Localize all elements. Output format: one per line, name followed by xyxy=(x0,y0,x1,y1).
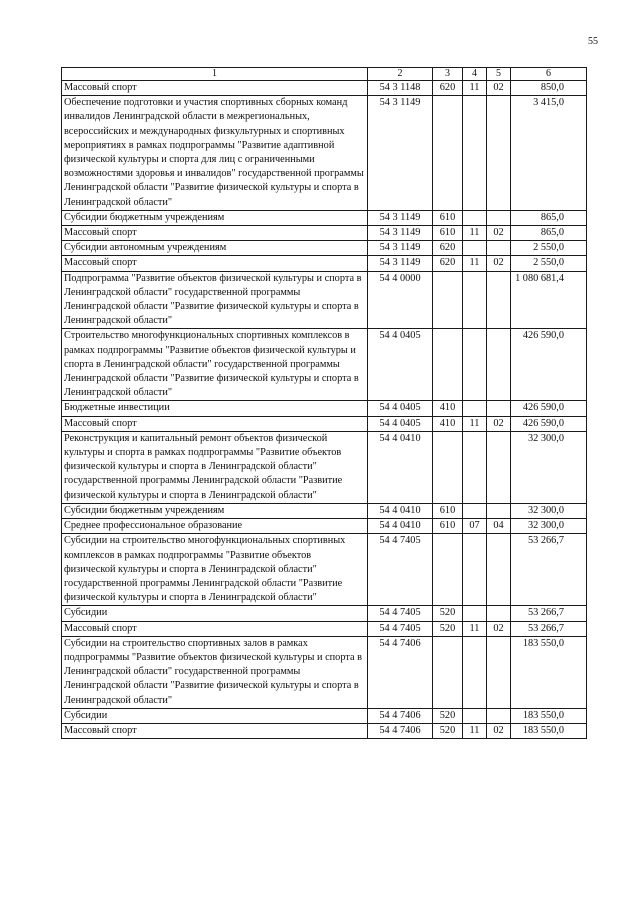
row-amount: 865,0 xyxy=(511,210,587,225)
row-subsection: 02 xyxy=(487,723,511,738)
row-target-code: 54 4 7406 xyxy=(368,636,433,708)
row-amount: 426 590,0 xyxy=(511,329,587,401)
row-section xyxy=(463,431,487,503)
row-subsection xyxy=(487,708,511,723)
row-target-code: 54 4 7406 xyxy=(368,708,433,723)
row-target-code: 54 4 7405 xyxy=(368,534,433,606)
row-expense-type: 410 xyxy=(433,416,463,431)
row-expense-type: 620 xyxy=(433,81,463,96)
row-subsection xyxy=(487,241,511,256)
row-name: Подпрограмма "Развитие объектов физической культуры и спорта в Ленинградской области" государственной программы Ленинградской области "Развитие физической культуры и спорта в Ленинградской области" xyxy=(62,271,368,329)
table-row xyxy=(62,431,587,503)
column-header: 6 xyxy=(511,68,587,81)
row-subsection xyxy=(487,503,511,518)
row-target-code: 54 4 0410 xyxy=(368,519,433,534)
row-name: Массовый спорт xyxy=(62,226,368,241)
table-row xyxy=(62,636,587,708)
row-amount: 850,0 xyxy=(511,81,587,96)
page-number: 55 xyxy=(588,36,598,47)
row-section xyxy=(463,534,487,606)
row-name: Обеспечение подготовки и участия спортивных сборных команд инвалидов Ленинградской области в межрегиональных, всероссийских и международных физкультурных и спортивных мероприятиях в рамках подпрограммы "Развитие адаптивной физической культуры и спорта для лиц с ограниченными возможностями здоровья и инвалидов" государственной программы Ленинградской области "Развитие физической культуры и спорта в Ленинградской области" xyxy=(62,96,368,211)
row-amount: 183 550,0 xyxy=(511,723,587,738)
row-subsection xyxy=(487,401,511,416)
row-section: 07 xyxy=(463,519,487,534)
table-row xyxy=(62,329,587,401)
row-subsection xyxy=(487,96,511,211)
table-row xyxy=(62,534,587,606)
table-row xyxy=(62,416,587,431)
table-row xyxy=(62,241,587,256)
row-amount: 426 590,0 xyxy=(511,416,587,431)
row-subsection: 02 xyxy=(487,621,511,636)
row-name: Реконструкция и капитальный ремонт объектов физической культуры и спорта в рамках подпрограммы "Развитие объектов физической культуры и спорта в Ленинградской области" государственной программы Ленинградской области "Развитие физической культуры и спорта в Ленинградской области" xyxy=(62,431,368,503)
row-amount: 183 550,0 xyxy=(511,636,587,708)
row-section xyxy=(463,636,487,708)
row-target-code: 54 4 0410 xyxy=(368,431,433,503)
row-section xyxy=(463,210,487,225)
row-name: Субсидии на строительство спортивных залов в рамках подпрограммы "Развитие объектов физической культуры и спорта в Ленинградской области" государственной программы Ленинградской области "Развитие физической культуры и спорта в Ленинградской области" xyxy=(62,636,368,708)
row-amount: 183 550,0 xyxy=(511,708,587,723)
table-row xyxy=(62,723,587,738)
budget-table xyxy=(61,67,587,739)
row-name: Среднее профессиональное образование xyxy=(62,519,368,534)
table-row xyxy=(62,256,587,271)
row-section: 11 xyxy=(463,416,487,431)
row-expense-type: 610 xyxy=(433,519,463,534)
row-amount: 865,0 xyxy=(511,226,587,241)
table-row xyxy=(62,606,587,621)
column-header: 4 xyxy=(463,68,487,81)
row-expense-type xyxy=(433,96,463,211)
row-expense-type: 620 xyxy=(433,241,463,256)
table-row xyxy=(62,271,587,329)
row-target-code: 54 3 1149 xyxy=(368,226,433,241)
row-target-code: 54 3 1149 xyxy=(368,241,433,256)
row-expense-type: 410 xyxy=(433,401,463,416)
row-target-code: 54 3 1149 xyxy=(368,96,433,211)
row-target-code: 54 4 7406 xyxy=(368,723,433,738)
row-subsection: 02 xyxy=(487,256,511,271)
row-section: 11 xyxy=(463,226,487,241)
row-section xyxy=(463,606,487,621)
table-header-row xyxy=(62,68,587,81)
row-amount: 32 300,0 xyxy=(511,431,587,503)
row-subsection: 02 xyxy=(487,81,511,96)
row-section: 11 xyxy=(463,621,487,636)
row-name: Массовый спорт xyxy=(62,621,368,636)
row-target-code: 54 4 0405 xyxy=(368,329,433,401)
row-amount: 2 550,0 xyxy=(511,241,587,256)
row-amount: 53 266,7 xyxy=(511,606,587,621)
row-name: Массовый спорт xyxy=(62,723,368,738)
row-subsection xyxy=(487,606,511,621)
row-subsection: 02 xyxy=(487,416,511,431)
row-amount: 2 550,0 xyxy=(511,256,587,271)
column-header: 3 xyxy=(433,68,463,81)
row-expense-type xyxy=(433,636,463,708)
row-target-code: 54 3 1149 xyxy=(368,256,433,271)
row-section xyxy=(463,96,487,211)
column-header: 5 xyxy=(487,68,511,81)
row-expense-type: 520 xyxy=(433,621,463,636)
row-section: 11 xyxy=(463,81,487,96)
row-section xyxy=(463,241,487,256)
row-target-code: 54 4 7405 xyxy=(368,621,433,636)
row-name: Субсидии бюджетным учреждениям xyxy=(62,210,368,225)
row-target-code: 54 3 1149 xyxy=(368,210,433,225)
column-header: 2 xyxy=(368,68,433,81)
row-name: Массовый спорт xyxy=(62,416,368,431)
column-header: 1 xyxy=(62,68,368,81)
row-name: Бюджетные инвестиции xyxy=(62,401,368,416)
row-expense-type: 610 xyxy=(433,210,463,225)
row-subsection xyxy=(487,271,511,329)
table-row xyxy=(62,621,587,636)
table-row xyxy=(62,708,587,723)
row-target-code: 54 4 0405 xyxy=(368,416,433,431)
row-section xyxy=(463,271,487,329)
table-row xyxy=(62,519,587,534)
row-subsection xyxy=(487,636,511,708)
row-expense-type xyxy=(433,271,463,329)
table-row xyxy=(62,226,587,241)
row-expense-type xyxy=(433,329,463,401)
row-amount: 53 266,7 xyxy=(511,621,587,636)
row-amount: 1 080 681,4 xyxy=(511,271,587,329)
row-name: Субсидии xyxy=(62,708,368,723)
table-row xyxy=(62,96,587,211)
table-row xyxy=(62,81,587,96)
row-amount: 3 415,0 xyxy=(511,96,587,211)
row-expense-type: 610 xyxy=(433,226,463,241)
row-name: Массовый спорт xyxy=(62,256,368,271)
row-section: 11 xyxy=(463,723,487,738)
row-expense-type: 610 xyxy=(433,503,463,518)
row-target-code: 54 4 0410 xyxy=(368,503,433,518)
row-name: Субсидии на строительство многофункциональных спортивных комплексов в рамках подпрограммы "Развитие объектов физической культуры и спорта в Ленинградской области" государственной программы Ленинградской области "Развитие физической культуры и спорта в Ленинградской области" xyxy=(62,534,368,606)
row-expense-type: 620 xyxy=(433,256,463,271)
row-section xyxy=(463,329,487,401)
row-target-code: 54 4 0000 xyxy=(368,271,433,329)
row-amount: 426 590,0 xyxy=(511,401,587,416)
row-subsection xyxy=(487,534,511,606)
row-name: Субсидии бюджетным учреждениям xyxy=(62,503,368,518)
row-expense-type: 520 xyxy=(433,723,463,738)
row-subsection xyxy=(487,431,511,503)
row-expense-type xyxy=(433,534,463,606)
row-section: 11 xyxy=(463,256,487,271)
row-amount: 32 300,0 xyxy=(511,503,587,518)
row-name: Массовый спорт xyxy=(62,81,368,96)
row-expense-type: 520 xyxy=(433,708,463,723)
row-target-code: 54 4 7405 xyxy=(368,606,433,621)
row-subsection: 04 xyxy=(487,519,511,534)
row-subsection xyxy=(487,210,511,225)
row-name: Субсидии автономным учреждениям xyxy=(62,241,368,256)
table-row xyxy=(62,401,587,416)
row-name: Строительство многофункциональных спортивных комплексов в рамках подпрограммы "Развитие объектов физической культуры и спорта в Ленинградской области" государственной программы Ленинградской области "Развитие физической культуры и спорта в Ленинградской области" xyxy=(62,329,368,401)
row-expense-type: 520 xyxy=(433,606,463,621)
row-subsection: 02 xyxy=(487,226,511,241)
row-subsection xyxy=(487,329,511,401)
row-target-code: 54 3 1148 xyxy=(368,81,433,96)
row-name: Субсидии xyxy=(62,606,368,621)
row-section xyxy=(463,401,487,416)
row-section xyxy=(463,708,487,723)
table-row xyxy=(62,503,587,518)
table-row xyxy=(62,210,587,225)
row-section xyxy=(463,503,487,518)
row-target-code: 54 4 0405 xyxy=(368,401,433,416)
row-amount: 53 266,7 xyxy=(511,534,587,606)
row-expense-type xyxy=(433,431,463,503)
row-amount: 32 300,0 xyxy=(511,519,587,534)
